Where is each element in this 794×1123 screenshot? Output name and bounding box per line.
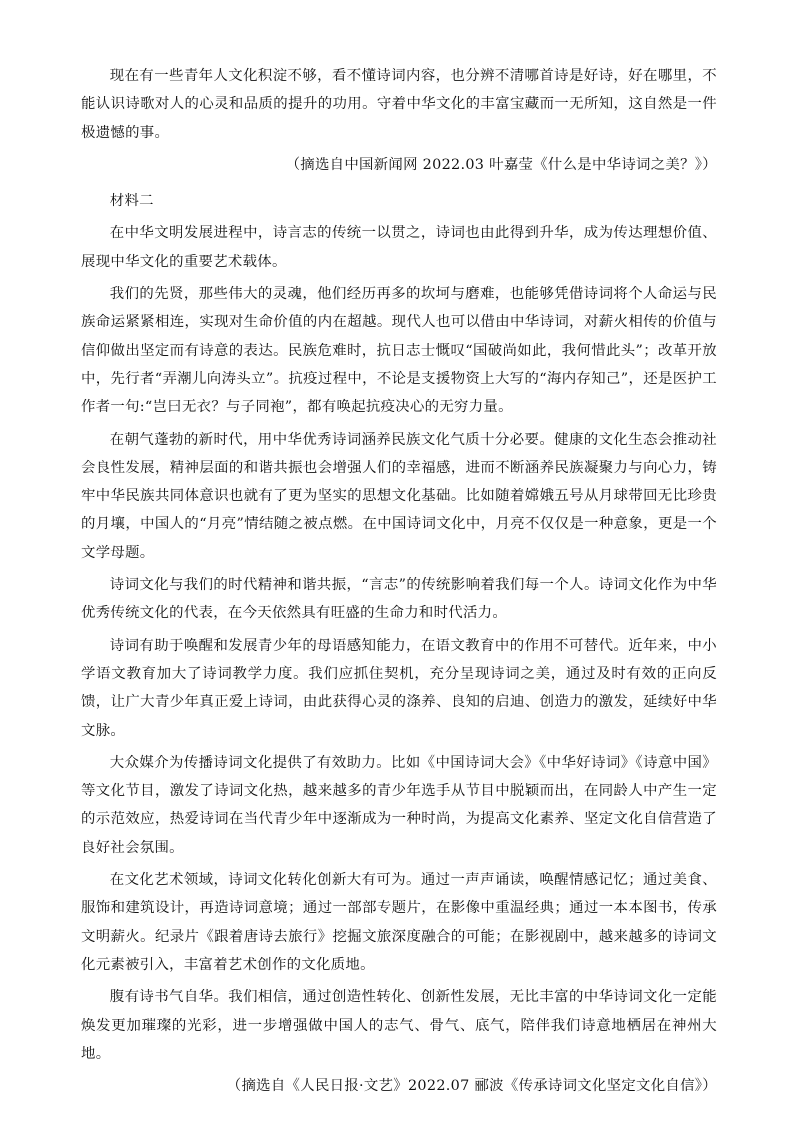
document-page [81, 62, 717, 1108]
paragraph-8: 腹有诗书气自华。我们相信，通过创造性转化、创新性发展，无比丰富的中华诗词文化一定能焕发更加璀璨的光彩，进一步增强做中国人的志气、骨气、底气，陪伴我们诗意地栖居在神州大地。 [81, 989, 717, 1062]
paragraph-5: 诗词有助于唤醒和发展青少年的母语感知能力，在语文教育中的作用不可替代。近年来，中小学语文教育加大了诗词教学力度。我们应抓住契机，充分呈现诗词之美，通过及时有效的正向反馈，让广大青少年真正爱上诗词，由此获得心灵的涤养、良知的启迪、创造力的激发，延续好中华文脉。 [81, 637, 717, 739]
intro-paragraph: 现在有一些青年人文化积淀不够，看不懂诗词内容，也分辨不清哪首诗是好诗，好在哪里，不能认识诗歌对人的心灵和品质的提升的功用。守着中华文化的丰富宝藏而一无所知，这自然是一件极遗憾的事。 [81, 68, 717, 141]
paragraph-4: 诗词文化与我们的时代精神和谐共振，“言志”的传统影响着我们每一个人。诗词文化作为中华优秀传统文化的代表，在今天依然具有旺盛的生命力和时代活力。 [81, 577, 717, 622]
paragraph-1: 在中华文明发展进程中，诗言志的传统一以贯之，诗词也由此得到升华，成为传达理想价值、展现中华文化的重要艺术载体。 [81, 225, 717, 270]
material-2-heading: 材料二 [109, 193, 154, 210]
paragraph-2: 我们的先贤，那些伟大的灵魂，他们经历再多的坎坷与磨难，也能够凭借诗词将个人命运与民族命运紧紧相连，实现对生命价值的内在超越。现代人也可以借由中华诗词，对薪火相传的价值与信仰做出坚定而有诗意的表达。民族危难时，抗日志士慨叹“国破尚如此，我何惜此头”；改革开放中，先行者“弄潮儿向涛头立”。抗疫过程中，不论是支援物资上大写的“海内存知己”，还是医护工作者一句:“岂曰无衣？与子同袍”，都有唤起抗疫决心的无穷力量。 [81, 286, 717, 416]
source-citation-2: （摘选自《人民日报·文艺》2022.07 郦波《传承诗词文化坚定文化自信》） [226, 1078, 717, 1095]
paragraph-6: 大众媒介为传播诗词文化提供了有效助力。比如《中国诗词大会》《中华好诗词》《诗意中国》等文化节目，激发了诗词文化热，越来越多的青少年选手从节目中脱颖而出，在同龄人中产生一定的示范效应，热爱诗词在当代青少年中逐渐成为一种时尚，为提高文化素养、坚定文化自信营造了良好社会氛围。 [81, 754, 717, 856]
paragraph-3: 在朝气蓬勃的新时代，用中华优秀诗词涵养民族文化气质十分必要。健康的文化生态会推动社会良性发展，精神层面的和谐共振也会增强人们的幸福感，进而不断涵养民族凝聚力与向心力，铸牢中华民族共同体意识也就有了更为坚实的思想文化基础。比如随着嫦娥五号从月球带回无比珍贵的月壤，中国人的“月亮”情结随之被点燃。在中国诗词文化中，月亮不仅仅是一种意象，更是一个文学母题。 [81, 431, 717, 561]
paragraph-7: 在文化艺术领域，诗词文化转化创新大有可为。通过一声声诵读，唤醒情感记忆；通过美食、服饰和建筑设计，再造诗词意境；通过一部部专题片，在影像中重温经典；通过一本本图书，传承文明薪火。纪录片《跟着唐诗去旅行》挖掘文旅深度融合的可能；在影视剧中，越来越多的诗词文化元素被引入，丰富着艺术创作的文化质地。 [81, 872, 717, 973]
source-citation-1: （摘选自中国新闻网 2022.03 叶嘉莹《什么是中华诗词之美？》） [285, 156, 717, 173]
